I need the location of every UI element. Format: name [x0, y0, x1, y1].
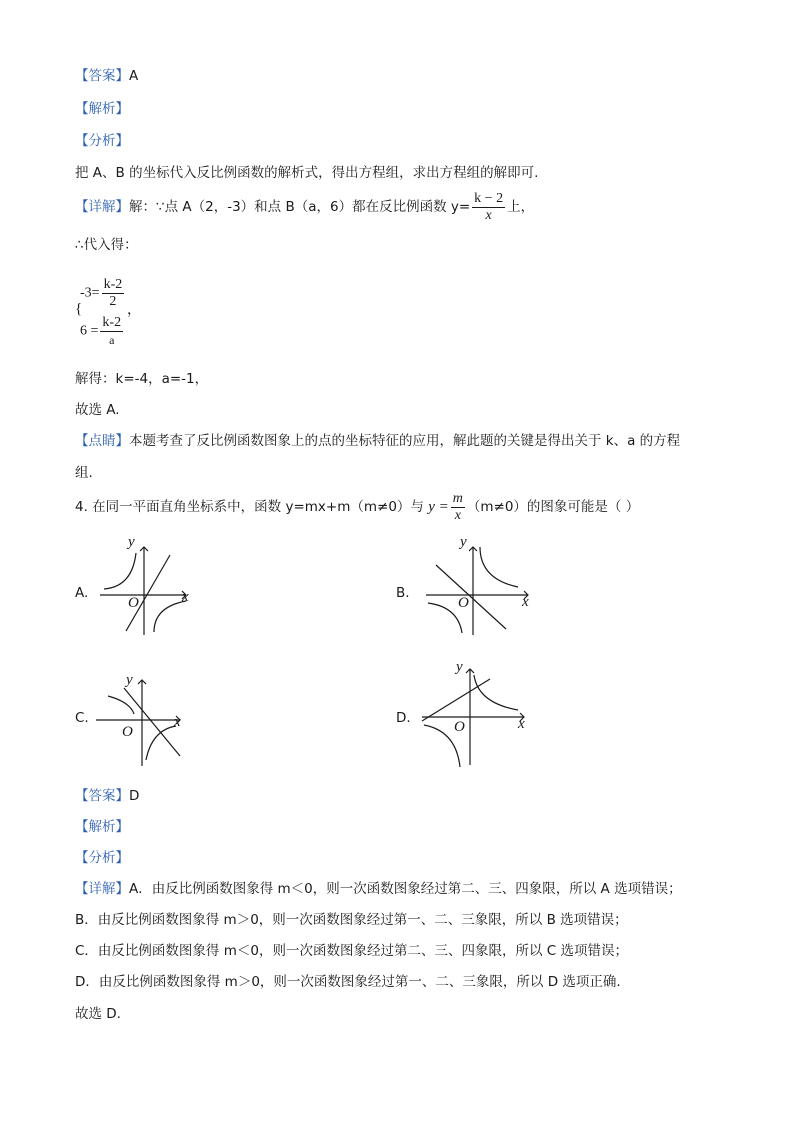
origin-label: O: [122, 724, 133, 740]
x-label: x: [518, 716, 525, 732]
solve-text: 解得：k=-4，a=-1，: [75, 371, 209, 387]
y-label: y: [128, 535, 135, 550]
graph-d: [418, 655, 533, 770]
q4-stem-y: y =: [428, 499, 449, 515]
q4-answer-tag: 【答案】: [75, 788, 129, 804]
x-label: x: [522, 594, 529, 610]
straight-line: [124, 688, 180, 756]
origin-label: O: [454, 719, 465, 735]
choose-text: 故选 A.: [75, 402, 120, 418]
hyperbola-upper: [474, 675, 518, 710]
origin-label: O: [458, 595, 469, 611]
q4-choose-text: 故选 D.: [75, 1006, 121, 1022]
q4-detail-a: A．由反比例函数图象得 m＜0，则一次函数图象经过第二、三、四象限，所以 A 选项错误；: [129, 881, 682, 897]
option-c-label: C.: [75, 710, 89, 726]
substitute-text: ∴代入得：: [75, 237, 138, 253]
eq1-left: -3=: [80, 285, 100, 301]
y-label: y: [460, 535, 467, 550]
hyperbola-upper: [104, 553, 136, 589]
q3-detail-line: [75, 188, 534, 226]
q4-fraction: [451, 491, 465, 524]
graph-c: [92, 670, 202, 770]
hyperbola-lower: [428, 603, 462, 633]
detail-suffix: 上，: [507, 199, 535, 215]
brace: {: [75, 301, 83, 317]
q4-detail-line-a: [75, 879, 682, 899]
equation-2: [80, 315, 125, 348]
comment-text: 本题考查了反比例函数图象上的点的坐标特征的应用，解此题的关键是得出关于 k、a 的方程: [129, 433, 681, 449]
q4-fraction-num: m: [452, 490, 463, 506]
option-d-label: D.: [396, 710, 411, 726]
y-label: y: [126, 672, 133, 688]
fenxi-tag: 【分析】: [75, 133, 129, 149]
q4-fraction-den: x: [454, 507, 461, 523]
q4-detail-c: C．由反比例函数图象得 m＜0，则一次函数图象经过第二、三、四象限，所以 C 选项错误；: [75, 943, 628, 959]
origin-label: O: [128, 595, 139, 611]
eq2-den: a: [109, 333, 115, 347]
q4-stem-suffix: （m≠0）的图象可能是（ ）: [466, 499, 640, 515]
eq1-den: 2: [109, 294, 117, 309]
hyperbola-upper: [480, 547, 518, 587]
comment-line-1: [75, 431, 680, 451]
fraction-numerator: k − 2: [474, 190, 504, 206]
equation-1: [80, 277, 126, 310]
q4-answer-line: [75, 786, 139, 806]
graph-b: [418, 535, 538, 640]
x-label: x: [182, 589, 189, 605]
q4-detail-b: B．由反比例函数图象得 m＞0，则一次函数图象经过第一、二、三象限，所以 B 选项错误；: [75, 912, 628, 928]
eq1-num: k-2: [103, 277, 123, 292]
fraction-denominator: x: [485, 207, 492, 223]
eq2-left: 6 =: [80, 323, 99, 339]
system-comma: ，: [127, 303, 141, 318]
y-label: y: [456, 659, 463, 675]
option-a-label: A.: [75, 585, 89, 601]
analysis-tag: 【解析】: [75, 101, 129, 117]
straight-line: [436, 565, 506, 629]
q4-stem: [75, 488, 639, 526]
comment-tag: 【点睛】: [75, 433, 129, 449]
fraction: [472, 191, 505, 224]
graph-a: [92, 535, 202, 640]
detail-tag: 【详解】: [75, 199, 129, 215]
hyperbola-upper: [108, 696, 134, 714]
q4-analysis-tag: 【解析】: [75, 819, 129, 835]
straight-line: [422, 679, 490, 721]
q4-detail-d: D．由反比例函数图象得 m＞0，则一次函数图象经过第一、二、三象限，所以 D 选项正确.: [75, 974, 621, 990]
answer-tag: 【答案】: [75, 68, 129, 84]
q3-answer-line: [75, 66, 138, 86]
answer-value: A: [129, 68, 139, 84]
eq2-fraction: [100, 315, 123, 348]
x-label: x: [174, 714, 181, 730]
hyperbola-lower: [154, 601, 186, 632]
eq2-num: k-2: [102, 315, 122, 330]
q4-fenxi-tag: 【分析】: [75, 850, 129, 866]
q4-answer-value: D: [129, 788, 140, 804]
q4-stem-prefix: 4. 在同一平面直角坐标系中，函数 y=mx+m（m≠0）与: [75, 499, 424, 515]
eq1-fraction: [102, 277, 125, 310]
equation-system: [75, 277, 195, 357]
option-b-label: B.: [396, 585, 410, 601]
detail-text: 解：∵点 A（2，-3）和点 B（a，6）都在反比例函数 y=: [129, 199, 471, 215]
hyperbola-lower: [146, 726, 176, 760]
comment-line-2: 组.: [75, 465, 93, 481]
fenxi-text: 把 A、B 的坐标代入反比例函数的解析式，得出方程组，求出方程组的解即可.: [75, 165, 539, 181]
q4-detail-tag: 【详解】: [75, 881, 129, 897]
